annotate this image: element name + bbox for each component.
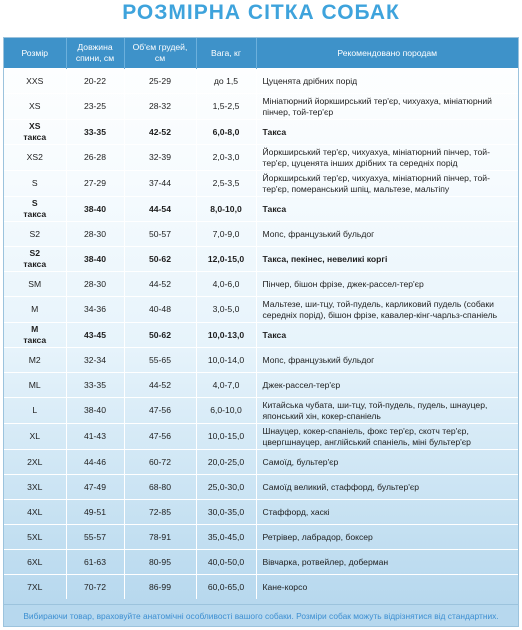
cell-back-length: 38-40: [66, 197, 124, 222]
cell-weight: 10,0-14,0: [196, 348, 256, 373]
header-size: Розмір: [4, 38, 66, 69]
cell-breeds: Такса: [256, 323, 518, 348]
table-row: [4, 197, 518, 222]
cell-chest: 40-48: [124, 297, 196, 323]
table-row: [4, 500, 518, 525]
table-row: [4, 550, 518, 575]
cell-size: [4, 323, 66, 348]
cell-weight: 20,0-25,0: [196, 450, 256, 475]
cell-back-length: 38-40: [66, 247, 124, 272]
cell-size: [4, 500, 66, 525]
cell-weight: 7,0-9,0: [196, 222, 256, 247]
cell-breeds: Джек-рассел-тер'єр: [256, 373, 518, 398]
cell-chest: 44-52: [124, 373, 196, 398]
size-label: S2: [29, 228, 40, 239]
cell-back-length: 43-45: [66, 323, 124, 348]
size-label: 5XL: [27, 531, 43, 542]
table-row: [4, 171, 518, 197]
size-table-container: [3, 37, 519, 605]
size-label: S2: [29, 248, 40, 258]
cell-back-length: 47-49: [66, 475, 124, 500]
size-label: 3XL: [27, 481, 43, 492]
cell-weight: 4,0-7,0: [196, 373, 256, 398]
cell-chest: 44-54: [124, 197, 196, 222]
cell-weight: 12,0-15,0: [196, 247, 256, 272]
cell-breeds: Йоркширський тер'єр, чихуахуа, мініатюрний пінчер, той-тер'єр, померанський шпіц, мальтезе, мальтіпу: [256, 171, 518, 197]
cell-breeds: Самоїд великий, стаффорд, бультер'єр: [256, 475, 518, 500]
size-label: M: [31, 324, 39, 334]
cell-breeds: Пінчер, бішон фрізе, джек-рассел-тер'єр: [256, 272, 518, 297]
cell-weight: 1,5-2,5: [196, 94, 256, 120]
cell-chest: 47-56: [124, 398, 196, 424]
cell-back-length: 34-36: [66, 297, 124, 323]
cell-back-length: 49-51: [66, 500, 124, 525]
cell-chest: 50-62: [124, 323, 196, 348]
table-row: [4, 450, 518, 475]
cell-chest: 86-99: [124, 575, 196, 600]
table-row: [4, 575, 518, 600]
cell-weight: 8,0-10,0: [196, 197, 256, 222]
cell-breeds: Мопс, французький бульдог: [256, 222, 518, 247]
size-label: XS: [29, 101, 41, 111]
cell-breeds: Такса: [256, 197, 518, 222]
size-label: XXS: [26, 75, 44, 86]
cell-chest: 28-32: [124, 94, 196, 120]
size-label: M2: [28, 354, 41, 365]
size-sublabel: такса: [23, 259, 47, 269]
cell-back-length: 61-63: [66, 550, 124, 575]
cell-size: [4, 69, 66, 94]
cell-breeds: Цуценята дрібних порід: [256, 69, 518, 94]
cell-chest: 42-52: [124, 120, 196, 145]
cell-back-length: 41-43: [66, 424, 124, 450]
cell-back-length: 33-35: [66, 373, 124, 398]
header-chest: Об'єм грудей, см: [124, 38, 196, 69]
table-row: [4, 525, 518, 550]
cell-weight: 10,0-13,0: [196, 323, 256, 348]
cell-breeds: Шнауцер, кокер-спаніель, фокс тер'єр, скотч тер'єр, цвергшнауцер, англійський спаніель, міні бультер'єр: [256, 424, 518, 450]
cell-weight: 25,0-30,0: [196, 475, 256, 500]
page-title: РОЗМІРНА СІТКА СОБАК: [122, 1, 400, 24]
cell-size: [4, 450, 66, 475]
cell-weight: 60,0-65,0: [196, 575, 256, 600]
size-sublabel: такса: [23, 132, 47, 142]
cell-size: [4, 398, 66, 424]
header-breeds: Рекомендовано породам: [256, 38, 518, 69]
cell-chest: 78-91: [124, 525, 196, 550]
cell-back-length: 28-30: [66, 222, 124, 247]
table-row: [4, 424, 518, 450]
cell-back-length: 32-34: [66, 348, 124, 373]
cell-weight: 3,0-5,0: [196, 297, 256, 323]
cell-back-length: 44-46: [66, 450, 124, 475]
cell-size: [4, 424, 66, 450]
cell-back-length: 55-57: [66, 525, 124, 550]
table-header-row: [4, 38, 518, 69]
cell-back-length: 26-28: [66, 145, 124, 171]
cell-weight: 6,0-10,0: [196, 398, 256, 424]
cell-breeds: Китайська чубата, ши-тцу, той-пудель, пудель, шнауцер, японський хін, кокер-спаніель: [256, 398, 518, 424]
cell-back-length: 27-29: [66, 171, 124, 197]
cell-chest: 50-62: [124, 247, 196, 272]
cell-chest: 68-80: [124, 475, 196, 500]
size-label: ML: [28, 379, 41, 390]
cell-weight: 2,0-3,0: [196, 145, 256, 171]
table-row: [4, 475, 518, 500]
cell-size: [4, 373, 66, 398]
cell-back-length: 20-22: [66, 69, 124, 94]
cell-breeds: Мопс, французький бульдог: [256, 348, 518, 373]
size-label: S: [31, 178, 38, 188]
cell-breeds: Йоркширський тер'єр, чихуахуа, мініатюрний пінчер, той-тер'єр, цуценята інших дрібних та середніх порід: [256, 145, 518, 171]
cell-chest: 47-56: [124, 424, 196, 450]
table-row: [4, 373, 518, 398]
cell-breeds: Такса: [256, 120, 518, 145]
cell-breeds: Вівчарка, ротвейлер, доберман: [256, 550, 518, 575]
cell-weight: 4,0-6,0: [196, 272, 256, 297]
size-label: S: [31, 198, 38, 208]
footer-note: Вибираючи товар, враховуйте анатомічні особливості вашого собаки. Розміри собак можуть відрізнятися від стандартних.: [3, 605, 519, 627]
size-label: XS: [29, 121, 41, 131]
size-table: [4, 38, 518, 599]
size-label: 6XL: [27, 556, 43, 567]
cell-weight: 2,5-3,5: [196, 171, 256, 197]
table-row: [4, 69, 518, 94]
table-row: [4, 398, 518, 424]
table-row: [4, 94, 518, 120]
table-row: [4, 297, 518, 323]
size-label: XS2: [26, 152, 43, 162]
table-body: [4, 69, 518, 600]
cell-size: [4, 222, 66, 247]
cell-size: [4, 575, 66, 600]
cell-size: [4, 120, 66, 145]
cell-breeds: Мініатюрний йоркширський тер'єр, чихуахуа, мініатюрний пінчер, той-тер'єр: [256, 94, 518, 120]
cell-size: [4, 550, 66, 575]
cell-back-length: 28-30: [66, 272, 124, 297]
cell-weight: 10,0-15,0: [196, 424, 256, 450]
cell-chest: 32-39: [124, 145, 196, 171]
cell-breeds: Стаффорд, хаскі: [256, 500, 518, 525]
cell-breeds: Самоїд, бультер'єр: [256, 450, 518, 475]
size-label: 4XL: [27, 506, 43, 517]
cell-size: [4, 272, 66, 297]
table-row: [4, 247, 518, 272]
cell-size: [4, 348, 66, 373]
cell-size: [4, 145, 66, 171]
cell-weight: 30,0-35,0: [196, 500, 256, 525]
cell-chest: 55-65: [124, 348, 196, 373]
size-label: L: [32, 405, 38, 415]
cell-chest: 72-85: [124, 500, 196, 525]
cell-chest: 37-44: [124, 171, 196, 197]
cell-breeds: Мальтезе, ши-тцу, той-пудель, карликовий пудель (собаки середніх порід), бішон фрізе, кавалер-кінг-чарльз-спаніель: [256, 297, 518, 323]
size-label: XL: [29, 431, 40, 441]
cell-chest: 25-29: [124, 69, 196, 94]
cell-size: [4, 197, 66, 222]
cell-size: [4, 475, 66, 500]
cell-weight: 35,0-45,0: [196, 525, 256, 550]
cell-size: [4, 94, 66, 120]
cell-back-length: 33-35: [66, 120, 124, 145]
size-label: 7XL: [27, 581, 43, 592]
size-label: M: [31, 304, 39, 314]
cell-breeds: Такса, пекінес, невеликі коргі: [256, 247, 518, 272]
header-weight: Вага, кг: [196, 38, 256, 69]
header-back-length: Довжина спини, см: [66, 38, 124, 69]
cell-back-length: 38-40: [66, 398, 124, 424]
table-row: [4, 348, 518, 373]
cell-size: [4, 247, 66, 272]
table-row: [4, 272, 518, 297]
size-label: 2XL: [27, 456, 43, 467]
cell-chest: 50-57: [124, 222, 196, 247]
cell-weight: 6,0-8,0: [196, 120, 256, 145]
table-row: [4, 120, 518, 145]
cell-weight: 40,0-50,0: [196, 550, 256, 575]
table-row: [4, 222, 518, 247]
cell-size: [4, 297, 66, 323]
size-sublabel: такса: [23, 335, 47, 345]
table-row: [4, 323, 518, 348]
cell-size: [4, 525, 66, 550]
size-label: SM: [28, 278, 42, 289]
cell-breeds: Ретрівер, лабрадор, боксер: [256, 525, 518, 550]
cell-weight: до 1,5: [196, 69, 256, 94]
table-row: [4, 145, 518, 171]
cell-back-length: 23-25: [66, 94, 124, 120]
size-sublabel: такса: [23, 209, 47, 219]
cell-breeds: Кане-корсо: [256, 575, 518, 600]
cell-back-length: 70-72: [66, 575, 124, 600]
cell-size: [4, 171, 66, 197]
cell-chest: 44-52: [124, 272, 196, 297]
cell-chest: 60-72: [124, 450, 196, 475]
cell-chest: 80-95: [124, 550, 196, 575]
